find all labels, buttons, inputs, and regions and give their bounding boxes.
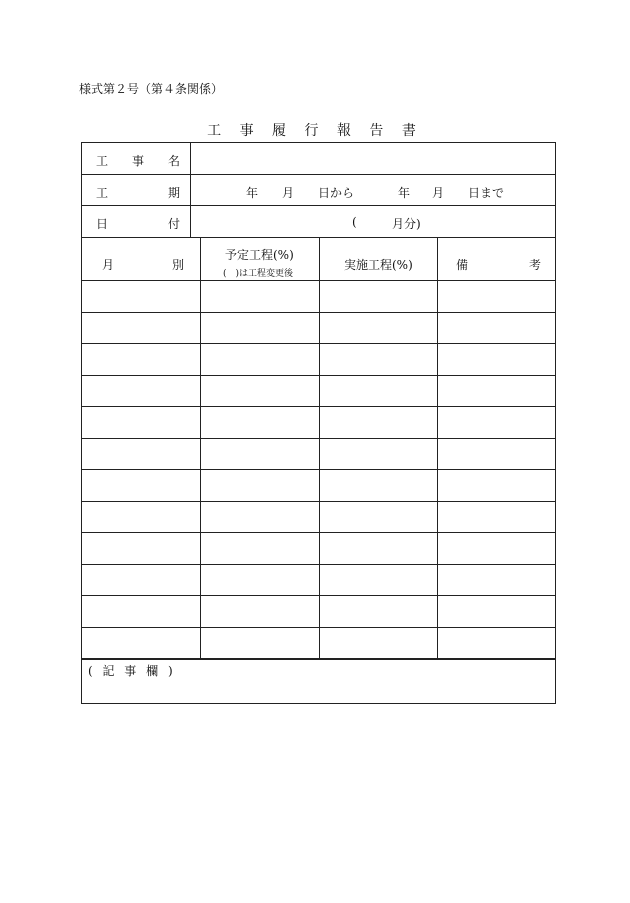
col-month-header: 月 bbox=[102, 258, 115, 272]
period-to: 日まで bbox=[468, 186, 505, 200]
date-label-cell bbox=[82, 206, 191, 237]
document-title: 工 事 履 行 報 告 書 bbox=[207, 123, 423, 139]
col-planned-header: 予定工程(%) bbox=[225, 248, 294, 262]
col-remarks-header-2: 考 bbox=[529, 258, 542, 272]
table-row bbox=[82, 627, 555, 628]
period-year-1: 年 bbox=[246, 186, 259, 200]
period-month-2: 月 bbox=[432, 186, 445, 200]
table-row bbox=[82, 280, 555, 281]
period-row bbox=[82, 175, 555, 206]
period-label-cell bbox=[82, 175, 191, 205]
table-row bbox=[82, 532, 555, 533]
month-suffix: 月分) bbox=[392, 217, 421, 231]
notes-section bbox=[82, 658, 555, 703]
form-number: 様式第２号（第４条関係） bbox=[79, 82, 224, 96]
project-name-label-cell bbox=[82, 143, 191, 174]
notes-label: ( 記 事 欄 ) bbox=[88, 664, 176, 678]
col-actual-header: 実施工程(%) bbox=[344, 258, 413, 272]
date-row bbox=[82, 206, 555, 238]
period-month-1: 月 bbox=[282, 186, 295, 200]
table-row bbox=[82, 595, 555, 596]
col-month-header-2: 別 bbox=[172, 258, 185, 272]
month-open-paren: ( bbox=[352, 215, 357, 229]
table-row bbox=[82, 312, 555, 313]
period-label: 工 期 bbox=[96, 186, 181, 200]
period-from: 日から bbox=[318, 186, 355, 200]
table-row bbox=[82, 375, 555, 376]
period-year-2: 年 bbox=[398, 186, 411, 200]
table-row bbox=[82, 501, 555, 502]
project-name-label: 工 事 名 bbox=[96, 154, 181, 168]
table-row bbox=[82, 564, 555, 565]
date-label: 日 付 bbox=[96, 217, 181, 231]
col-planned-note: ( )は工程変更後 bbox=[223, 269, 294, 279]
col-remarks-header: 備 bbox=[456, 258, 469, 272]
report-sheet bbox=[81, 142, 556, 704]
progress-table bbox=[82, 238, 555, 658]
table-row bbox=[82, 343, 555, 344]
table-row bbox=[82, 406, 555, 407]
table-row bbox=[82, 438, 555, 439]
table-row bbox=[82, 469, 555, 470]
project-name-row bbox=[82, 143, 555, 175]
